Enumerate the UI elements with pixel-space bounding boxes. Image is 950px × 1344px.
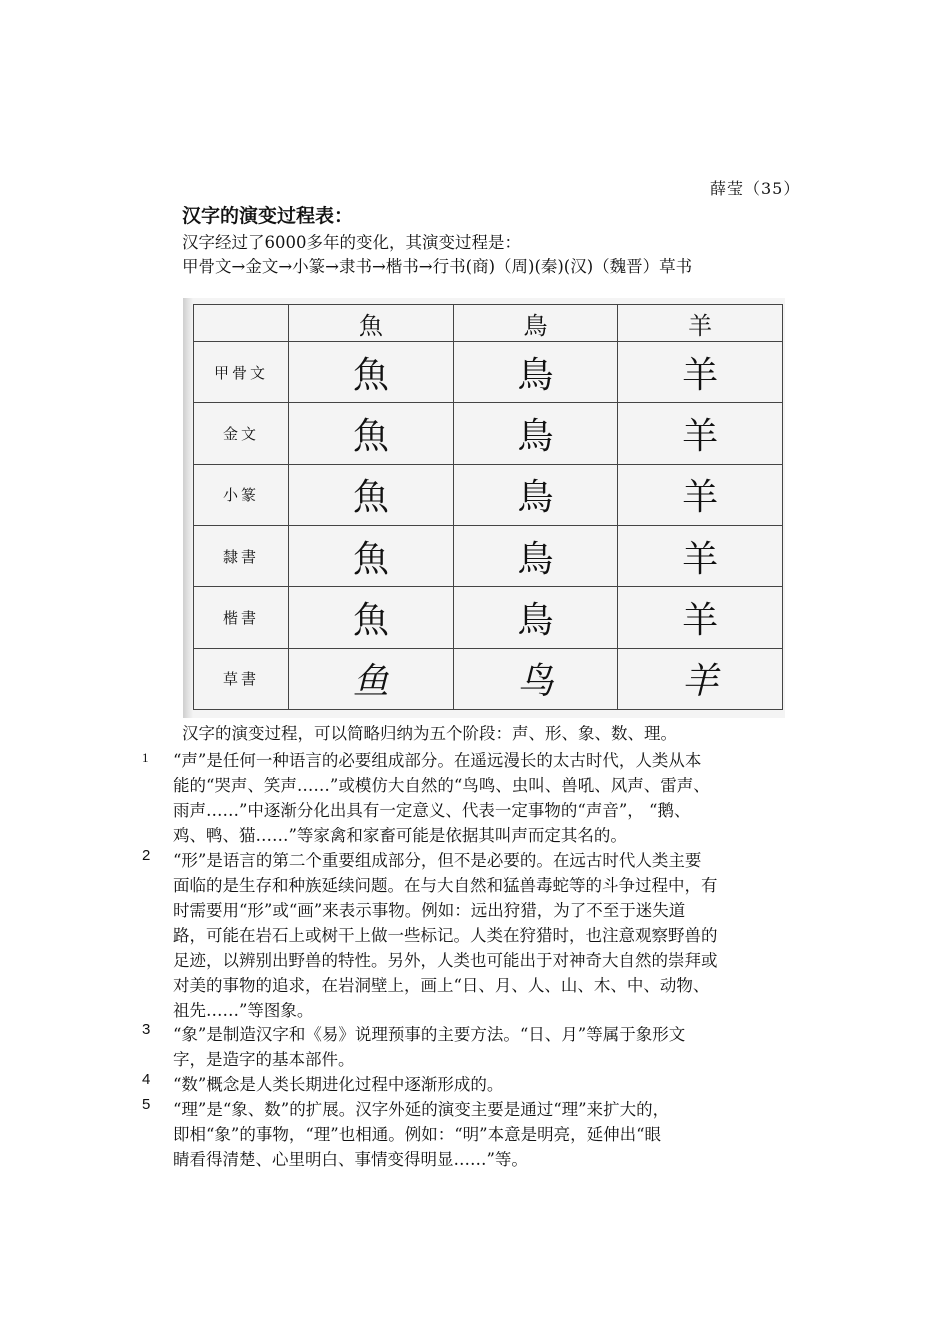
stage-label: 隸書 (194, 526, 289, 587)
script-glyph: 羊 (618, 648, 783, 709)
table-row (194, 464, 783, 525)
text-line: “数”概念是人类长期进化过程中逐渐形成的。 (173, 1075, 504, 1094)
table-row (194, 342, 783, 403)
list-item-body (173, 1071, 503, 1096)
summary-text: 汉字的演变过程，可以简略归纳为五个阶段：声、形、象、数、理。 (182, 724, 677, 743)
list-item-body (173, 847, 718, 1022)
table-header-row (194, 305, 783, 342)
text-line: 路，可能在岩石上或树干上做一些标记。人类在狩猎时，也注意观察野兽的 (173, 926, 718, 945)
text-line: 睛看得清楚、心里明白、事情变得明显……”等。 (173, 1150, 528, 1169)
script-glyph: 羊 (618, 403, 783, 464)
stage-label: 金文 (194, 403, 289, 464)
evolution-table-image (183, 298, 785, 718)
script-glyph: 鳥 (453, 403, 618, 464)
list-number: 5 (142, 1096, 151, 1113)
script-glyph: 鳥 (453, 587, 618, 648)
script-glyph: 鱼 (289, 648, 454, 709)
table-row (194, 403, 783, 464)
script-glyph: 魚 (289, 403, 454, 464)
list-number: 4 (142, 1071, 151, 1088)
text-line: “声”是任何一种语言的必要组成部分。在遥远漫长的太古时代，人类从本 (173, 751, 702, 770)
script-glyph: 羊 (618, 464, 783, 525)
table-row (194, 648, 783, 709)
stage-label: 甲骨文 (194, 342, 289, 403)
list-number: 1 (142, 750, 149, 765)
text-line: 能的“哭声、笑声……”或模仿大自然的“鸟鸣、虫叫、兽吼、风声、雷声、 (173, 776, 710, 795)
script-glyph: 鳥 (453, 342, 618, 403)
stage-label: 草書 (194, 648, 289, 709)
list-item-body (173, 747, 710, 847)
evolution-sequence: 甲骨文→金文→小篆→隶书→楷书→行书(商)（周)(秦)(汉)（魏晋）草书 (182, 257, 693, 276)
script-glyph: 魚 (289, 526, 454, 587)
page-title: 汉字的演变过程表： (182, 205, 354, 227)
text-line: 字，是造字的基本部件。 (173, 1050, 355, 1069)
text-line: 面临的是生存和种族延续问题。在与大自然和猛兽毒蛇等的斗争过程中，有 (173, 876, 718, 895)
script-glyph: 鳥 (453, 526, 618, 587)
script-glyph: 鸟 (453, 648, 618, 709)
script-glyph: 魚 (289, 342, 454, 403)
text-line: 即相“象”的事物，“理”也相通。例如：“明”本意是明亮，延伸出“眼 (173, 1125, 662, 1144)
text-line: 鸡、鸭、猫……”等家禽和家畜可能是依据其叫声而定其名的。 (173, 826, 627, 845)
script-glyph: 魚 (289, 587, 454, 648)
script-glyph: 羊 (618, 526, 783, 587)
evolution-table (193, 304, 783, 710)
script-glyph: 魚 (289, 464, 454, 525)
text-line: “形”是语言的第二个重要组成部分，但不是必要的。在远古时代人类主要 (173, 851, 702, 870)
list-item-body (173, 1021, 685, 1071)
text-line: 时需要用“形”或“画”来表示事物。例如：远出狩猎，为了不至于迷失道 (173, 901, 686, 920)
script-glyph: 羊 (618, 342, 783, 403)
text-line: 祖先……”等图象。 (173, 1001, 314, 1020)
table-row (194, 526, 783, 587)
intro-text: 汉字经过了6000多年的变化，其演变过程是： (182, 233, 521, 252)
list-number: 2 (142, 847, 151, 864)
scan-edge (183, 298, 193, 718)
stage-label: 小篆 (194, 464, 289, 525)
column-header: 鳥 (453, 305, 618, 342)
text-line: 足迹，以辨别出野兽的特性。另外，人类也可能出于对神奇大自然的崇拜或 (173, 951, 718, 970)
script-glyph: 鳥 (453, 464, 618, 525)
text-line: “理”是“象、数”的扩展。汉字外延的演变主要是通过“理”来扩大的， (173, 1100, 670, 1119)
text-line: “象”是制造汉字和《易》说理预事的主要方法。“日、月”等属于象形文 (173, 1025, 686, 1044)
list-item-body (173, 1096, 669, 1171)
table-corner-cell (194, 305, 289, 342)
list-number: 3 (142, 1021, 151, 1038)
column-header: 羊 (618, 305, 783, 342)
text-line: 对美的事物的追求，在岩洞壁上，画上“日、月、人、山、木、中、动物、 (173, 976, 710, 995)
text-line: 雨声……”中逐渐分化出具有一定意义、代表一定事物的“声音”， “鹅、 (173, 801, 691, 820)
stage-label: 楷書 (194, 587, 289, 648)
column-header: 魚 (289, 305, 454, 342)
author-name: 薛莹（35） (710, 179, 801, 198)
table-row (194, 587, 783, 648)
script-glyph: 羊 (618, 587, 783, 648)
